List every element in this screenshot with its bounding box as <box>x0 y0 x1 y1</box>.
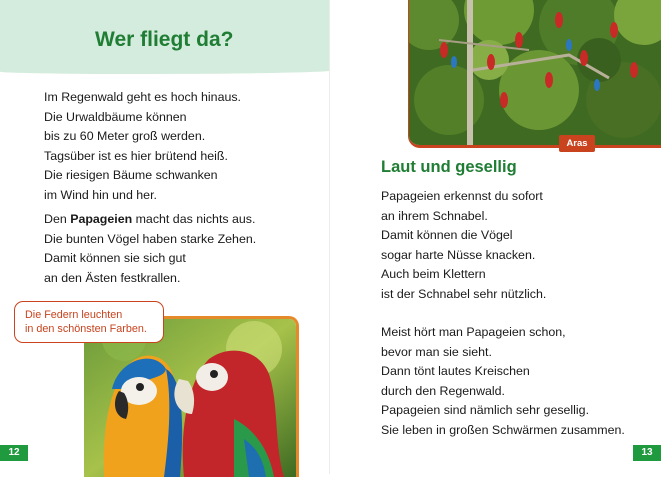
text-line: Meist hört man Papageien schon, <box>381 325 566 339</box>
text-line: durch den Regenwald. <box>381 383 505 398</box>
callout-line: in den schönsten Farben. <box>25 323 147 335</box>
macaw-flock-photo <box>408 0 661 148</box>
text-line: Dann tönt lautes Kreischen <box>381 364 530 378</box>
left-page <box>0 0 330 474</box>
text-line: Die riesigen Bäume schwanken <box>44 168 218 182</box>
text-line: Damit können sie sich gut <box>44 251 186 265</box>
text-line: Tagsüber ist es hier brütend heiß. <box>44 148 228 163</box>
text-line: bis zu 60 Meter groß werden. <box>44 129 206 143</box>
photo-caption-callout <box>14 301 164 343</box>
callout-line: Die Federn leuchten <box>25 309 123 321</box>
text-line: bevor man sie sieht. <box>381 344 492 359</box>
text-line: Die Urwaldbäume können <box>44 109 187 124</box>
parrot-paragraph <box>44 210 256 288</box>
page-title: Wer fliegt da? <box>95 28 234 51</box>
intro-paragraph <box>44 88 241 205</box>
text-line: Papageien sind nämlich sehr gesellig. <box>381 403 590 417</box>
text-line: Sie leben in großen Schwärmen zusammen. <box>381 422 625 437</box>
text-line: Auch beim Klettern <box>381 267 486 281</box>
text-line: im Wind hin und her. <box>44 187 157 202</box>
text-line: ist der Schnabel sehr nützlich. <box>381 286 547 301</box>
photo-label-badge: Aras <box>559 135 595 152</box>
macaws-in-trees-illustration <box>409 0 661 145</box>
keyword-papageien: Papageien <box>70 212 133 226</box>
page-number-left: 12 <box>0 445 28 461</box>
text-line: Im Regenwald geht es hoch hinaus. <box>44 90 241 104</box>
text-line: sogar harte Nüsse knacken. <box>381 247 536 262</box>
text-line <box>44 210 256 230</box>
text-line: Papageien erkennst du sofort <box>381 189 543 203</box>
social-paragraph <box>381 323 625 440</box>
text-fragment: Den <box>44 212 71 226</box>
text-fragment: macht das nichts aus. <box>132 212 256 226</box>
beak-paragraph <box>381 187 546 304</box>
section-title: Laut und gesellig <box>381 158 517 176</box>
text-line: an den Ästen festkrallen. <box>44 270 181 285</box>
page-number-right: 13 <box>633 445 661 461</box>
text-line: an ihrem Schnabel. <box>381 208 488 223</box>
text-line: Damit können die Vögel <box>381 228 513 242</box>
text-line: Die bunten Vögel haben starke Zehen. <box>44 231 257 246</box>
